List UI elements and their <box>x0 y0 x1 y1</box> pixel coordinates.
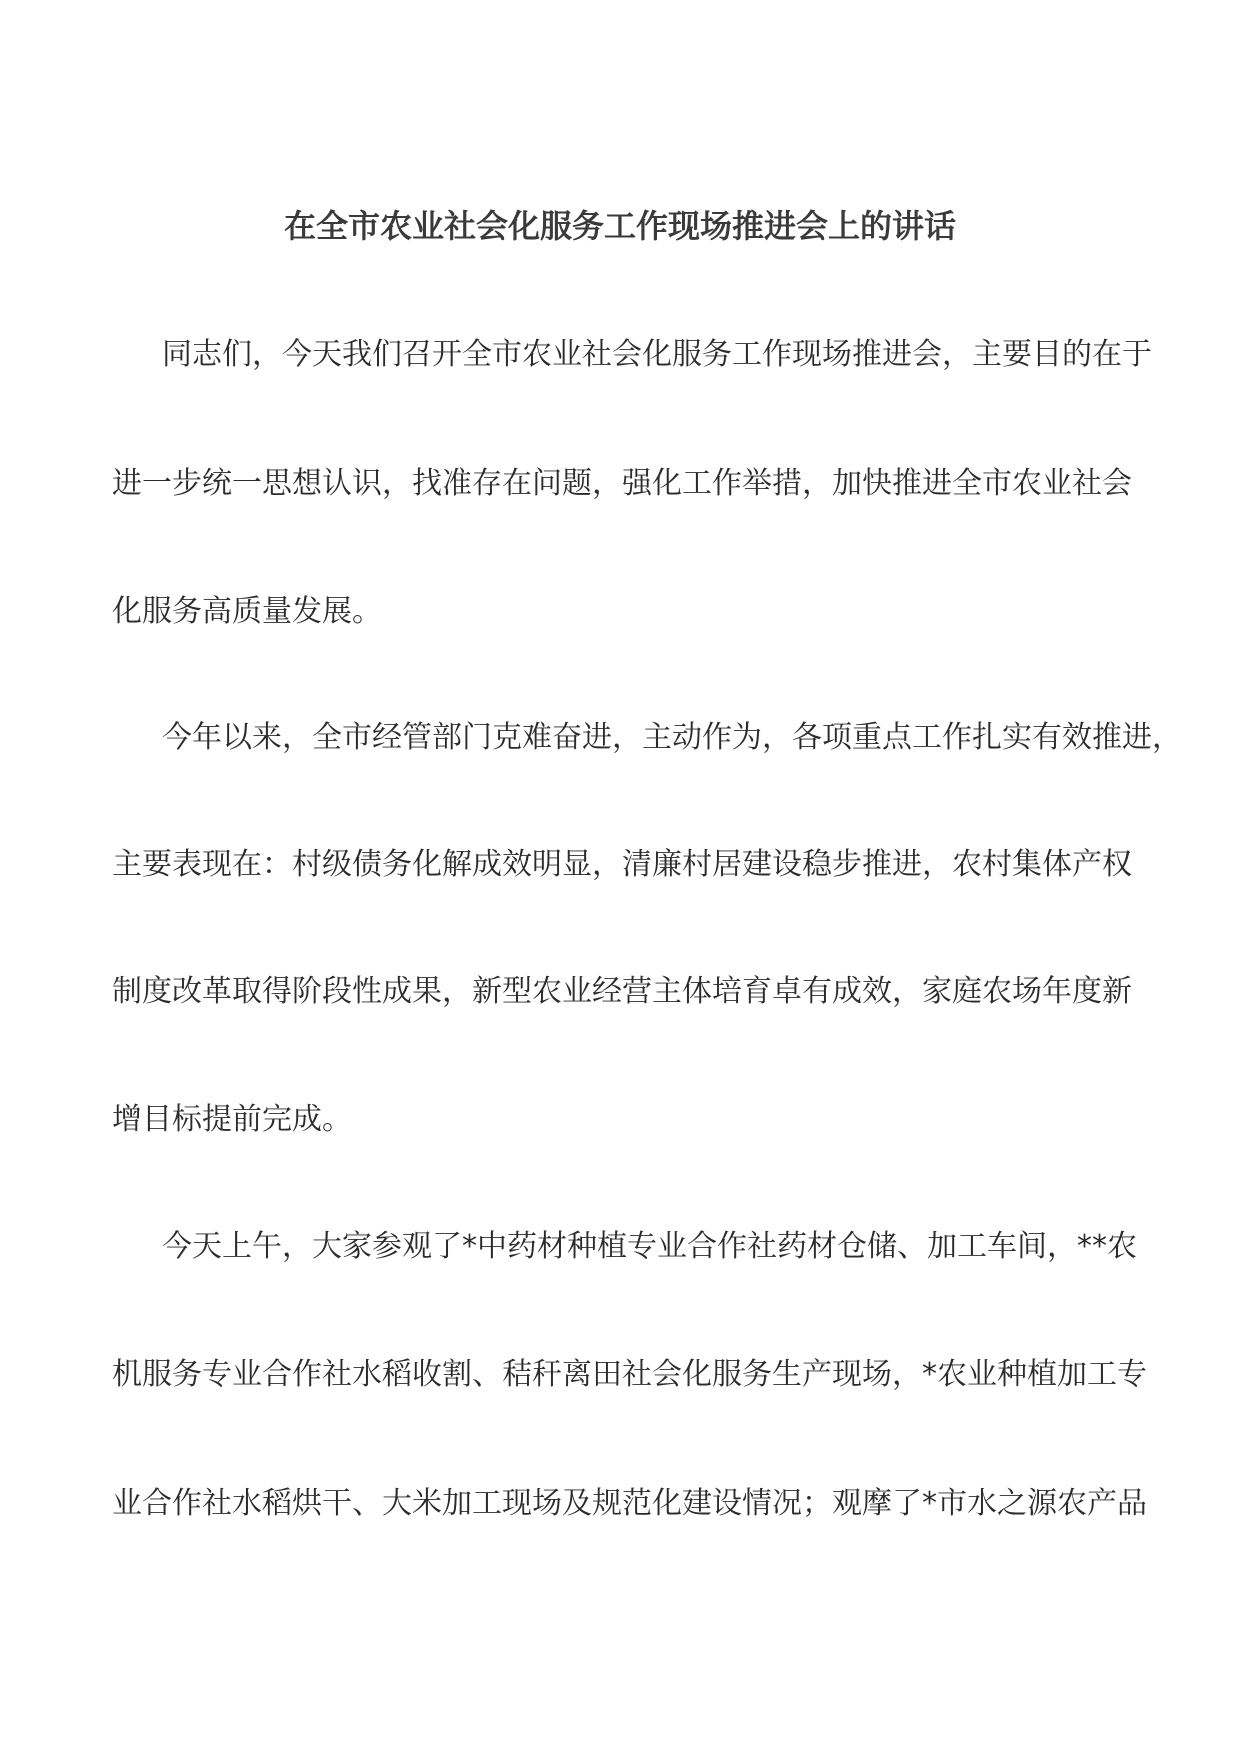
document-title: 在全市农业社会化服务工作现场推进会上的讲话 <box>283 207 956 245</box>
paragraph-2-line-3: 制度改革取得阶段性成果，新型农业经营主体培育卓有成效，家庭农场年度新 <box>112 974 1132 1009</box>
paragraph-2-line-1: 今年以来，全市经管部门克难奋进，主动作为，各项重点工作扎实有效推进， <box>162 720 1182 755</box>
paragraph-2-line-4: 增目标提前完成。 <box>112 1102 352 1137</box>
paragraph-3-line-2: 机服务专业合作社水稻收割、秸秆离田社会化服务生产现场，*农业种植加工专 <box>112 1357 1147 1392</box>
paragraph-2-line-2: 主要表现在：村级债务化解成效明显，清廉村居建设稳步推进，农村集体产权 <box>112 847 1132 882</box>
paragraph-3-line-3: 业合作社水稻烘干、大米加工现场及规范化建设情况；观摩了*市水之源农产品 <box>112 1486 1147 1521</box>
paragraph-1-line-3: 化服务高质量发展。 <box>112 594 382 629</box>
paragraph-3-line-1: 今天上午，大家参观了*中药材种植专业合作社药材仓储、加工车间，**农 <box>162 1229 1137 1264</box>
paragraph-1-line-2: 进一步统一思想认识，找准存在问题，强化工作举措，加快推进全市农业社会 <box>112 466 1132 501</box>
paragraph-1-line-1: 同志们，今天我们召开全市农业社会化服务工作现场推进会，主要目的在于 <box>162 337 1152 372</box>
